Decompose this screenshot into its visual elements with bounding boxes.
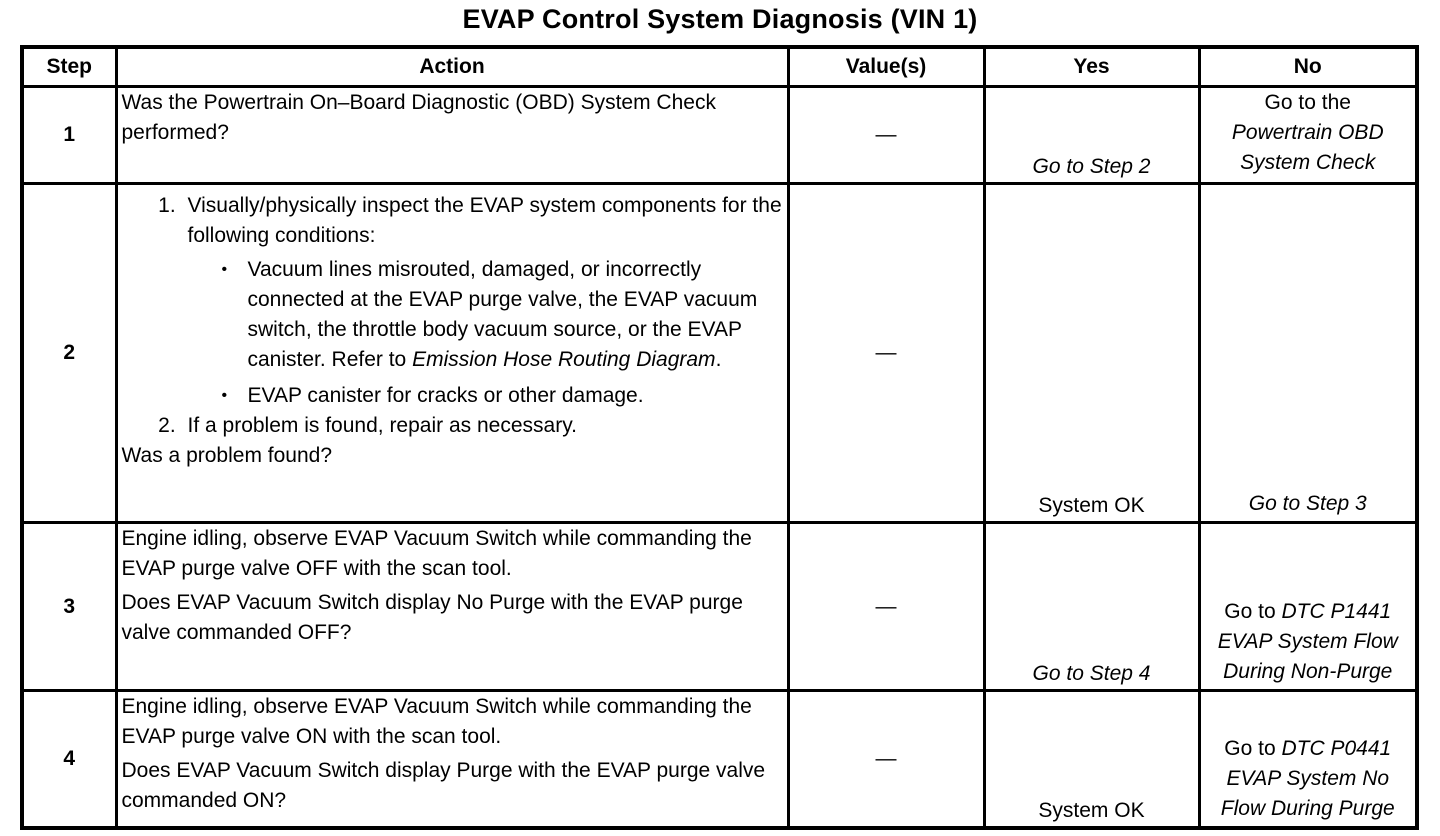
- table-row: [22, 87, 1417, 184]
- no-cell: [1199, 87, 1417, 184]
- header-action: Action: [116, 47, 788, 87]
- condition-bullets: [188, 255, 783, 411]
- reference-link: Emission Hose Routing Diagram: [412, 347, 716, 371]
- question-text: Does EVAP Vacuum Switch display Purge with the EVAP purge valve commanded ON?: [121, 759, 766, 813]
- no-prefix: Go to: [1224, 600, 1276, 624]
- bullet-text: Vacuum lines misrouted, damaged, or incorrectly connected at the EVAP purge valve, the EVAP vacuum switch, the throttle body vacuum source, or the EVAP canister. Refer to: [247, 257, 758, 371]
- no-link: Powertrain OBD System Check: [1231, 121, 1384, 174]
- step-number: 1: [22, 87, 116, 184]
- yes-cell: Go to Step 2: [984, 87, 1199, 184]
- yes-cell: System OK: [984, 691, 1199, 828]
- no-cell: [1199, 523, 1417, 691]
- action-text: Was the Powertrain On–Board Diagnostic (OBD) System Check performed?: [121, 91, 716, 144]
- header-values: Value(s): [788, 47, 984, 87]
- list-item: [218, 255, 783, 375]
- table-row: [22, 691, 1417, 828]
- header-yes: Yes: [984, 47, 1199, 87]
- no-cell: [1199, 691, 1417, 828]
- document-title: EVAP Control System Diagnosis (VIN 1): [462, 4, 978, 34]
- action-step-1: Visually/physically inspect the EVAP system components for the following conditions:: [187, 193, 782, 247]
- diagnosis-table: [20, 45, 1419, 830]
- value-cell: —: [788, 691, 984, 828]
- list-item: [182, 191, 783, 411]
- table-row: [22, 183, 1417, 522]
- action-text: Engine idling, observe EVAP Vacuum Switch while commanding the EVAP purge valve OFF with the scan tool.: [121, 527, 752, 581]
- action-text: Engine idling, observe EVAP Vacuum Switch while commanding the EVAP purge valve ON with the scan tool.: [121, 695, 752, 749]
- table-header-row: [22, 47, 1417, 87]
- no-link: DTC P0441 EVAP System No Flow During Purge: [1220, 737, 1395, 820]
- action-steps-list: [122, 191, 783, 441]
- question-text: Does EVAP Vacuum Switch display No Purge with the EVAP purge valve commanded OFF?: [121, 591, 743, 645]
- no-link: DTC P1441 EVAP System Flow During Non-Purge: [1217, 600, 1398, 684]
- no-cell: Go to Step 3: [1199, 183, 1417, 522]
- no-prefix: Go to the: [1264, 91, 1351, 114]
- step-number: 2: [22, 183, 116, 522]
- action-cell: [116, 87, 788, 184]
- header-no: No: [1199, 47, 1417, 87]
- action-cell: [116, 523, 788, 691]
- step-number: 4: [22, 691, 116, 828]
- action-step-2: If a problem is found, repair as necessary.: [187, 413, 577, 437]
- action-cell: [116, 183, 788, 522]
- bullet-text: EVAP canister for cracks or other damage.: [247, 383, 644, 407]
- list-item: [218, 381, 783, 411]
- bullet-end: .: [715, 347, 722, 371]
- yes-cell: System OK: [984, 183, 1199, 522]
- value-cell: —: [788, 183, 984, 522]
- value-cell: —: [788, 87, 984, 184]
- list-item: [182, 411, 783, 441]
- no-prefix: Go to: [1224, 737, 1276, 760]
- question-text: Was a problem found?: [121, 443, 333, 467]
- header-step: Step: [22, 47, 116, 87]
- table-row: [22, 523, 1417, 691]
- action-cell: [116, 691, 788, 828]
- step-number: 3: [22, 523, 116, 691]
- yes-cell: Go to Step 4: [984, 523, 1199, 691]
- value-cell: —: [788, 523, 984, 691]
